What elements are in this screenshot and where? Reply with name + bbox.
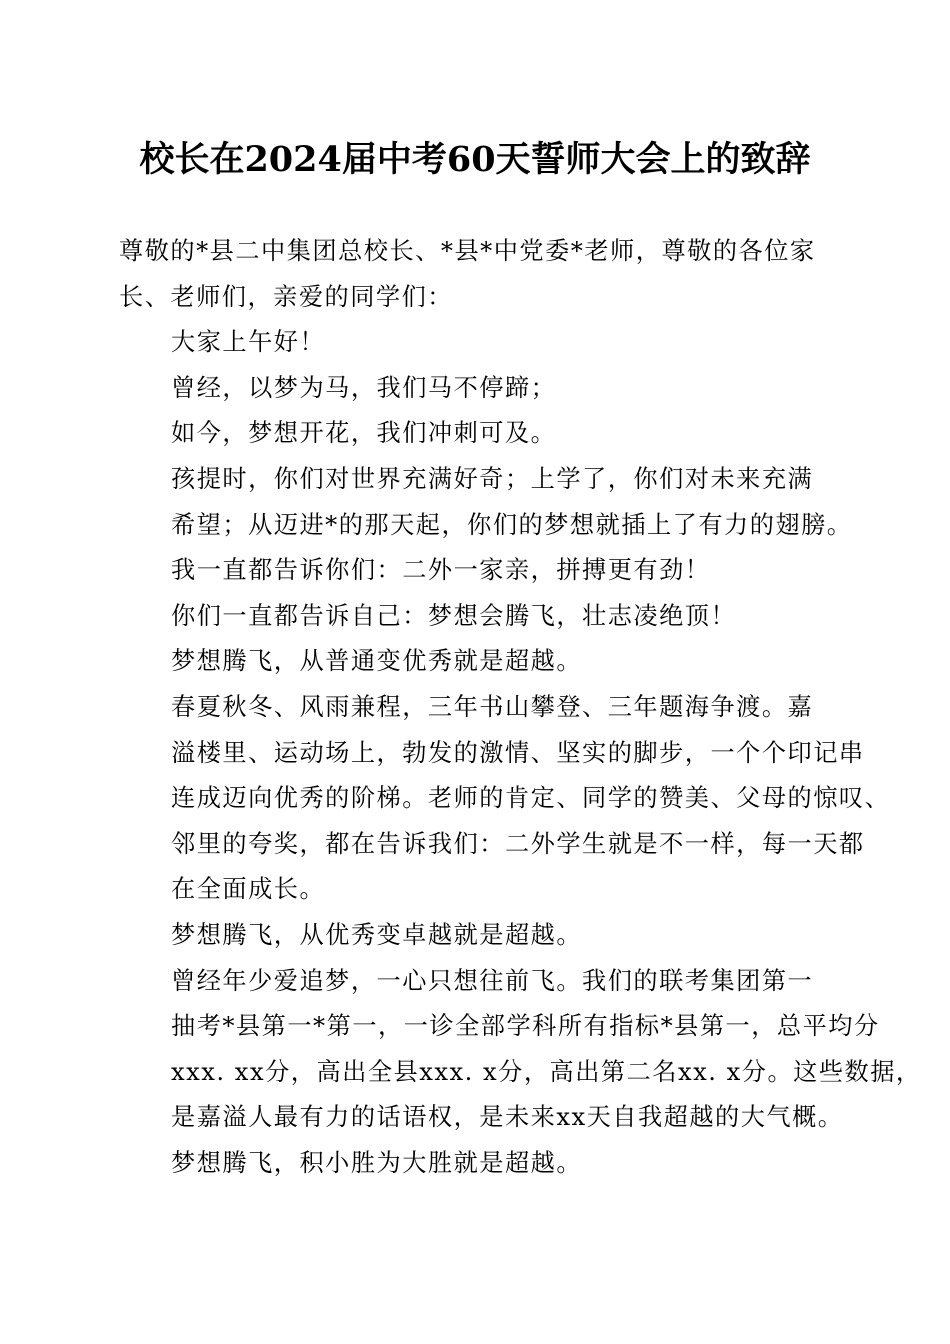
paragraph-line: 尊敬的*县二中集团总校长、*县*中党委*老师，尊敬的各位家: [119, 237, 816, 265]
paragraph: [119, 959, 922, 1141]
paragraph: [119, 594, 831, 640]
paragraph: [119, 1141, 831, 1187]
paragraph-line: 大家上午好！: [171, 328, 326, 357]
paragraph-line: 邻里的夸奖，都在告诉我们：二外学生就是不一样，每一天都: [171, 829, 865, 858]
paragraph-line: 连成迈向优秀的阶梯。老师的肯定、同学的赞美、父母的惊叹、: [171, 784, 891, 813]
paragraph-line: 孩提时，你们对世界充满好奇；上学了，你们对未来充满: [171, 464, 814, 493]
paragraph: [119, 457, 853, 548]
paragraph: [119, 685, 891, 913]
paragraph: [119, 639, 831, 685]
paragraph-line: 曾经，以梦为马，我们马不停蹄；: [171, 373, 557, 402]
paragraph-line: 溢楼里、运动场上，勃发的激情、坚实的脚步，一个个印记串: [171, 738, 865, 767]
paragraph-line: 在全面成长。: [171, 875, 326, 904]
paragraph-line: 梦想腾飞，积小胜为大胜就是超越。: [171, 1148, 583, 1177]
document-title: 校长在2024届中考60天誓师大会上的致辞: [139, 139, 811, 180]
paragraph: [119, 548, 831, 594]
paragraph: [119, 366, 831, 412]
paragraph-line: 我一直都告诉你们：二外一家亲，拼搏更有劲！: [171, 556, 711, 585]
paragraph: [119, 913, 831, 959]
document-body: [119, 229, 922, 1186]
paragraph: [119, 229, 831, 320]
paragraph-line: 曾经年少爱追梦，一心只想往前飞。我们的联考集团第一: [171, 966, 814, 995]
paragraph-line: xxx. xx分，高出全县xxx. x分，高出第二名xx. x分。这些数据，: [171, 1057, 922, 1086]
paragraph: [119, 411, 831, 457]
paragraph-line: 你们一直都告诉自己：梦想会腾飞，壮志凌绝顶！: [171, 601, 737, 630]
paragraph-line: 如今，梦想开花，我们冲刺可及。: [171, 419, 557, 448]
paragraph-line: 希望；从迈进*的那天起，你们的梦想就插上了有力的翅膀。: [171, 510, 853, 539]
paragraph-line: 梦想腾飞，从普通变优秀就是超越。: [171, 647, 583, 676]
paragraph: [119, 320, 831, 366]
paragraph-line: 春夏秋冬、风雨兼程，三年书山攀登、三年题海争渡。嘉: [171, 692, 814, 721]
paragraph-line: 梦想腾飞，从优秀变卓越就是超越。: [171, 920, 583, 949]
paragraph-line: 长、老师们，亲爱的同学们：: [119, 282, 453, 311]
paragraph-line: 是嘉溢人最有力的话语权，是未来xx天自我超越的大气概。: [171, 1103, 844, 1132]
paragraph-line: 抽考*县第一*第一，一诊全部学科所有指标*县第一，总平均分: [171, 1012, 880, 1041]
